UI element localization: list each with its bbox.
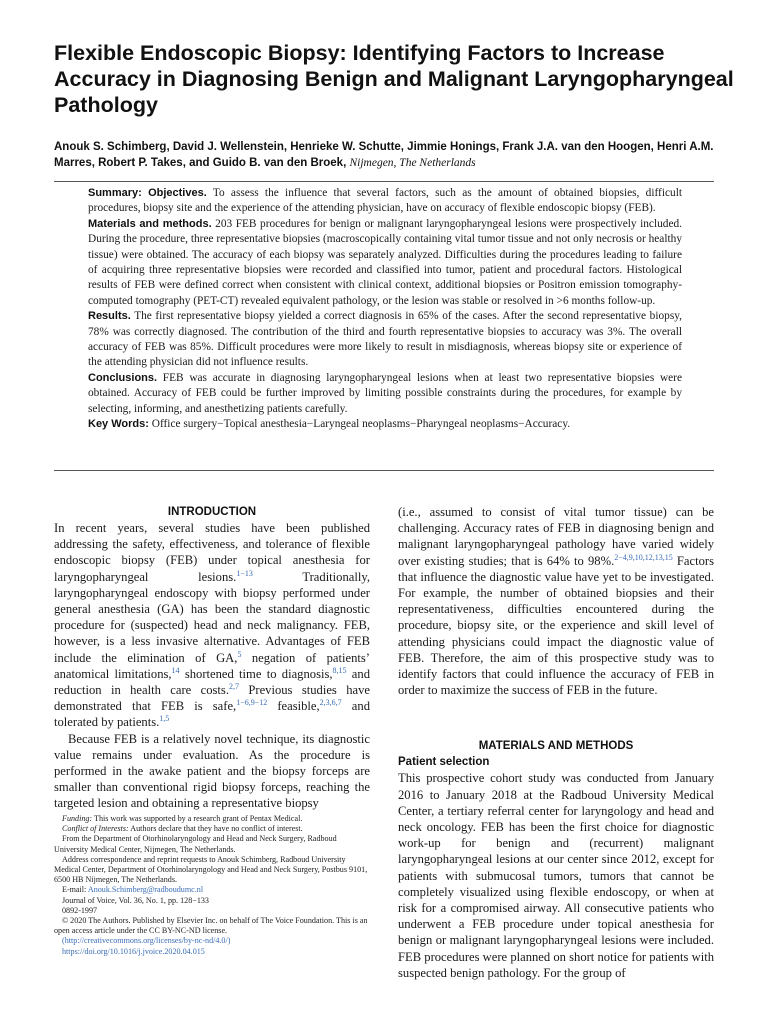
author-location: Nijmegen, The Netherlands [349, 157, 476, 169]
intro-text: Traditionally, laryngopharyngeal endoscopy with biopsy performed under general anesthesia (GA) has been the standard diagnostic procedure for (suspected) head and neck malignancy. FEB, however, is a less invasive alternative. Advantages of FEB include the elimination of GA, [54, 569, 370, 665]
conclusions-text: FEB was accurate in diagnosing laryngopharyngeal lesions when at least two representative biopsies were obtained. Accuracy of FEB could be further improved by limiting possible constraints during the procedures, for example by selecting, informing, and anesthetizing patients carefully. [88, 371, 682, 415]
methods-text: 203 FEB procedures for benign or malignant laryngopharyngeal lesions were prospectively included. During the procedure, three representative biopsies (macroscopically containing vital tumor tissue and not only necrosis or healthy tissue) were obtained. The accuracy of each biopsy was separately analyzed. Difficulties during the procedures leading to failure of acquiring three representative biopsies were recorded and classified into tumor, patient and procedural factors. Histological results of FEB were defined correct when consistent with clinical context, additional biopsies or Positron emission tomography-computed tomography (PET-CT) revealed equivalent pathology, or the lesion was stable or resolved in >6 months follow-up. [88, 217, 682, 307]
intro-text: Previous studies have demonstrated that FEB is safe, [54, 683, 370, 714]
author-list [54, 139, 734, 171]
citation-link[interactable]: 1,5 [159, 714, 170, 724]
doi-link[interactable]: https://doi.org/10.1016/j.jvoice.2020.04.015 [62, 946, 205, 956]
conflict-note [54, 824, 370, 834]
methods-label: Materials and methods. [88, 217, 212, 230]
conflict-label: Conflict of Interests: [62, 824, 129, 834]
citation-link[interactable]: 8,15 [332, 665, 347, 675]
email-label: E-mail: [62, 885, 87, 895]
intro-paragraph-3 [398, 504, 714, 698]
funding-note [54, 814, 370, 824]
objectives-text: To assess the influence that several factors, such as the amount of obtained biopsies, difficult procedures, biopsy site and the experience of the attending physician, have on accuracy of flexible endoscopic biopsy (FEB). [88, 187, 682, 215]
patient-selection-heading: Patient selection [398, 756, 490, 769]
conflict-text: Authors declare that they have no conflict of interest. [130, 824, 303, 834]
intro-paragraph-1 [54, 520, 370, 731]
abstract-methods [88, 217, 682, 309]
results-text: The first representative biopsy yielded a correct diagnosis in 65% of the cases. After the second representative biopsy, 78% was correctly diagnosed. The contribution of the third and fourth representative biopsies to accuracy was 3%. The overall accuracy of FEB was 85%. Difficult procedures were more likely to result in misdiagnosis, whereas biopsy site or experience of the attending physician did not influence results. [88, 310, 683, 369]
keywords-label: Key Words: [88, 418, 149, 431]
abstract-conclusions [88, 371, 682, 417]
article-title: Flexible Endoscopic Biopsy: Identifying Factors to Increase Accuracy in Diagnosing Benign and Malignant Laryngopharyngeal Pathology [54, 41, 734, 117]
objectives-label: Objectives. [148, 187, 207, 199]
intro-text: In recent years, several studies have been published addressing the safety, effectiveness, and tolerance of flexible endoscopic biopsy (FEB) under topical anesthesia for laryngopharyngeal lesions. [54, 521, 370, 584]
right-column [398, 504, 714, 981]
footnotes [54, 814, 370, 957]
intro-paragraph-2: Because FEB is a relatively novel technique, its diagnostic value remains under evaluation. As the procedure is performed in the awake patient and the biopsy forceps are smaller than conventional rigid biopsy forceps, reaching the targeted lesion and obtaining a representative biopsy [54, 731, 370, 811]
intro-text: and reduction in health care costs. [54, 666, 370, 698]
email-link[interactable]: Anouk.Schimberg@radboudumc.nl [87, 885, 204, 895]
issn: 0892-1997 [62, 905, 98, 915]
intro-text: feasible, [267, 699, 320, 714]
journal-citation: Journal of Voice, Vol. 36, No. 1, pp. 128−133 [62, 895, 209, 905]
abstract-results [88, 309, 682, 371]
intro-text: (i.e., assumed to consist of vital tumor tissue) can be challenging. Accuracy rates of FEB in diagnosing benign and malignant laryngopharyngeal pathology have varied widely over existing studies; that is 64% to 98%. [398, 505, 714, 568]
methods-paragraph-1: This prospective cohort study was conducted from January 2016 to January 2018 at the Radboud University Medical Center, a tertiary referral center for laryngology and head and neck oncology. FEB has been the first choice for diagnostic work-up for benign and (recurrent) malignant laryngopharyngeal lesions at our center since 2012, except for patients with submucosal tumors, tumors that cannot be completely visualized using flexible endoscopy, or when at risk for a compromised airway. All consecutive patients who underwent a FEB procedure under topical anesthesia for benign or malignant laryngopharyngeal lesions were included. FEB procedures were planned on short notice for patients with suspected benign pathology. For the group of [398, 771, 714, 980]
intro-text: and tolerated by patients. [54, 699, 370, 730]
citation-link[interactable]: 1−13 [236, 568, 253, 578]
methods-heading: MATERIALS AND METHODS [478, 740, 634, 753]
affiliation-note: From the Department of Otorhinolaryngology and Head and Neck Surgery, Radboud University Medical Center, Nijmegen, The Netherlands. [54, 834, 337, 854]
abstract [88, 186, 682, 433]
license-link[interactable]: (http://creativecommons.org/licenses/by-nc-nd/4.0/) [62, 936, 231, 946]
author-names: Anouk S. Schimberg, David J. Wellenstein, Henrieke W. Schutte, Jimmie Honings, Frank J.A. van den Hoogen, Henri A.M. Marres, Robert P. Takes, and Guido B. van den Broek, [54, 141, 714, 169]
email-note [54, 885, 370, 895]
citation-link[interactable]: 14 [171, 665, 180, 675]
abstract-objectives [88, 186, 682, 217]
intro-text: Factors that influence the diagnostic value have yet to be investigated. For example, the number of obtained biopsies and their representativeness, difficulties encountered during the procedure, biopsy site, or the experience and skill level of attending physicians could impact the diagnostic value of FEB. Therefore, the aim of this prospective study was to identify factors that could influence the accuracy of FEB in order to maximize the success of FEB in the future. [398, 553, 714, 698]
keywords-text: Office surgery−Topical anesthesia−Laryngeal neoplasms−Pharyngeal neoplasms−Accuracy. [151, 418, 571, 431]
copyright-note: © 2020 The Authors. Published by Elsevier Inc. on behalf of The Voice Foundation. This is an open access article under the CC BY-NC-ND license. [54, 916, 368, 936]
abstract-keywords [88, 417, 682, 432]
intro-text: negation of patients’ anatomical limitations, [54, 650, 370, 681]
correspondence-note: Address correspondence and reprint requests to Anouk Schimberg, Radboud University Medical Center, Department of Otorhinolaryngology and Head and Neck Surgery, Postbus 9101, 6500 HB Nijmegen, The Netherlands. [54, 854, 368, 885]
citation-link[interactable]: 1−6,9−12 [236, 698, 268, 708]
funding-label: Funding: [62, 814, 93, 823]
citation-link[interactable]: 2,7 [228, 681, 239, 691]
citation-link[interactable]: 2−4,9,10,12,13,15 [614, 552, 673, 562]
section-spacer [398, 698, 714, 718]
funding-text: This work was supported by a research grant of Pentax Medical. [94, 814, 303, 823]
introduction-heading: INTRODUCTION [167, 506, 257, 518]
abstract-top-rule [54, 181, 714, 182]
conclusions-label: Conclusions. [88, 371, 158, 384]
citation-link[interactable]: 5 [237, 649, 242, 659]
left-column [54, 504, 370, 812]
section-spacer [398, 718, 714, 738]
abstract-bottom-rule [54, 470, 714, 471]
summary-label: Summary: [88, 187, 142, 199]
citation-link[interactable]: 2,3,6,7 [319, 698, 342, 708]
intro-text: shortened time to diagnosis, [179, 666, 333, 681]
results-label: Results. [88, 310, 131, 323]
